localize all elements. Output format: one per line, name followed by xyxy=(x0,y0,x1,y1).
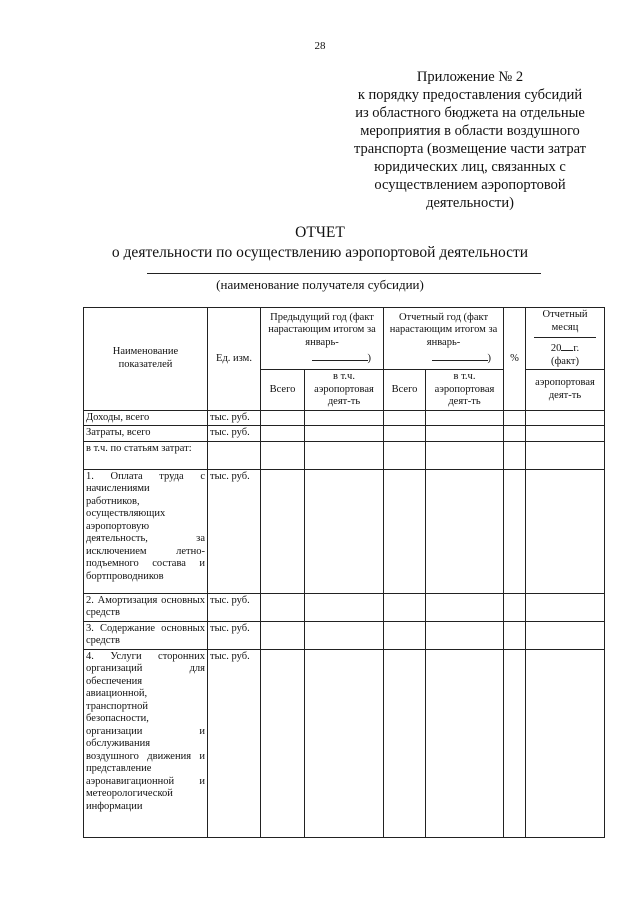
close-paren: ) xyxy=(487,353,491,364)
close-paren: ) xyxy=(367,353,371,364)
appendix-line: мероприятия в области воздушного xyxy=(360,123,580,139)
header-prev-year xyxy=(261,308,384,370)
appendix-line: из областного бюджета на отдельные xyxy=(355,105,585,121)
table-row xyxy=(84,469,605,593)
header-prev-airport: в т.ч. аэропортовая деят-ть xyxy=(305,370,384,411)
header-report-total: Всего xyxy=(384,370,426,411)
recipient-name-line xyxy=(147,273,541,274)
month-year-prefix: 20 xyxy=(550,343,562,354)
row-name: 1. Оплата труда с начислениями работников, осуществляющих аэропортовую деятельность, за исключением летно-подъемного состава и бортпроводников xyxy=(84,469,208,593)
row-unit: тыс. руб. xyxy=(208,469,261,593)
header-percent: % xyxy=(504,308,526,411)
appendix-line: деятельности) xyxy=(426,195,514,211)
row-name: 4. Услуги сторонних организаций для обеспечения авиационной, транспортной безопасности, организации и обслуживания воздушного движения и представление аэронавигационной и метеорологической информации xyxy=(84,649,208,837)
row-unit xyxy=(208,441,261,469)
row-unit: тыс. руб. xyxy=(208,621,261,649)
appendix-line: Приложение № 2 xyxy=(416,69,524,85)
row-unit: тыс. руб. xyxy=(208,593,261,621)
appendix-line: транспорта (возмещение части затрат xyxy=(353,141,586,157)
table-row xyxy=(84,621,605,649)
row-name: 2. Амортизация основных средств xyxy=(84,593,208,621)
row-name: 3. Содержание основных средств xyxy=(84,621,208,649)
month-year-suffix: г. xyxy=(573,343,580,354)
table-row xyxy=(84,426,605,442)
appendix-line: юридических лиц, связанных с xyxy=(374,159,566,175)
header-report-year xyxy=(384,308,504,370)
header-prev-total: Всего xyxy=(261,370,305,411)
header-prev-year-label: Предыдущий год (факт нарастающим итогом за январь- xyxy=(268,311,376,348)
row-name: Затраты, всего xyxy=(84,426,208,442)
header-month-airport: аэропортовая деят-ть xyxy=(526,370,605,411)
appendix-header xyxy=(330,68,610,212)
row-name: в т.ч. по статьям затрат: xyxy=(84,441,208,469)
row-unit: тыс. руб. xyxy=(208,426,261,442)
report-subtitle: о деятельности по осуществлению аэропортовой деятельности xyxy=(111,244,529,261)
header-unit: Ед. изм. xyxy=(208,308,261,411)
row-name: Доходы, всего xyxy=(84,410,208,426)
recipient-caption: (наименование получателя субсидии) xyxy=(216,277,424,292)
row-unit: тыс. руб. xyxy=(208,410,261,426)
table-row xyxy=(84,649,605,837)
page-number: 28 xyxy=(314,40,326,52)
row-unit: тыс. руб. xyxy=(208,649,261,837)
header-month xyxy=(526,308,605,370)
report-title: ОТЧЕТ xyxy=(295,224,345,241)
month-fact: (факт) xyxy=(550,355,579,367)
table-row xyxy=(84,410,605,426)
header-indicator: Наименование показателей xyxy=(84,308,208,411)
date-blank-line xyxy=(432,349,488,361)
header-report-airport: в т.ч. аэропортовая деят-ть xyxy=(426,370,504,411)
appendix-line: к порядку предоставления субсидий xyxy=(357,87,583,103)
table-row xyxy=(84,593,605,621)
report-table xyxy=(83,307,605,838)
table-row xyxy=(84,441,605,469)
appendix-line: осуществлением аэропортовой xyxy=(374,177,566,193)
header-report-year-label: Отчетный год (факт нарастающим итогом за январь- xyxy=(389,311,498,348)
date-blank-line xyxy=(312,349,368,361)
header-month-label: Отчетный месяц xyxy=(542,309,588,333)
